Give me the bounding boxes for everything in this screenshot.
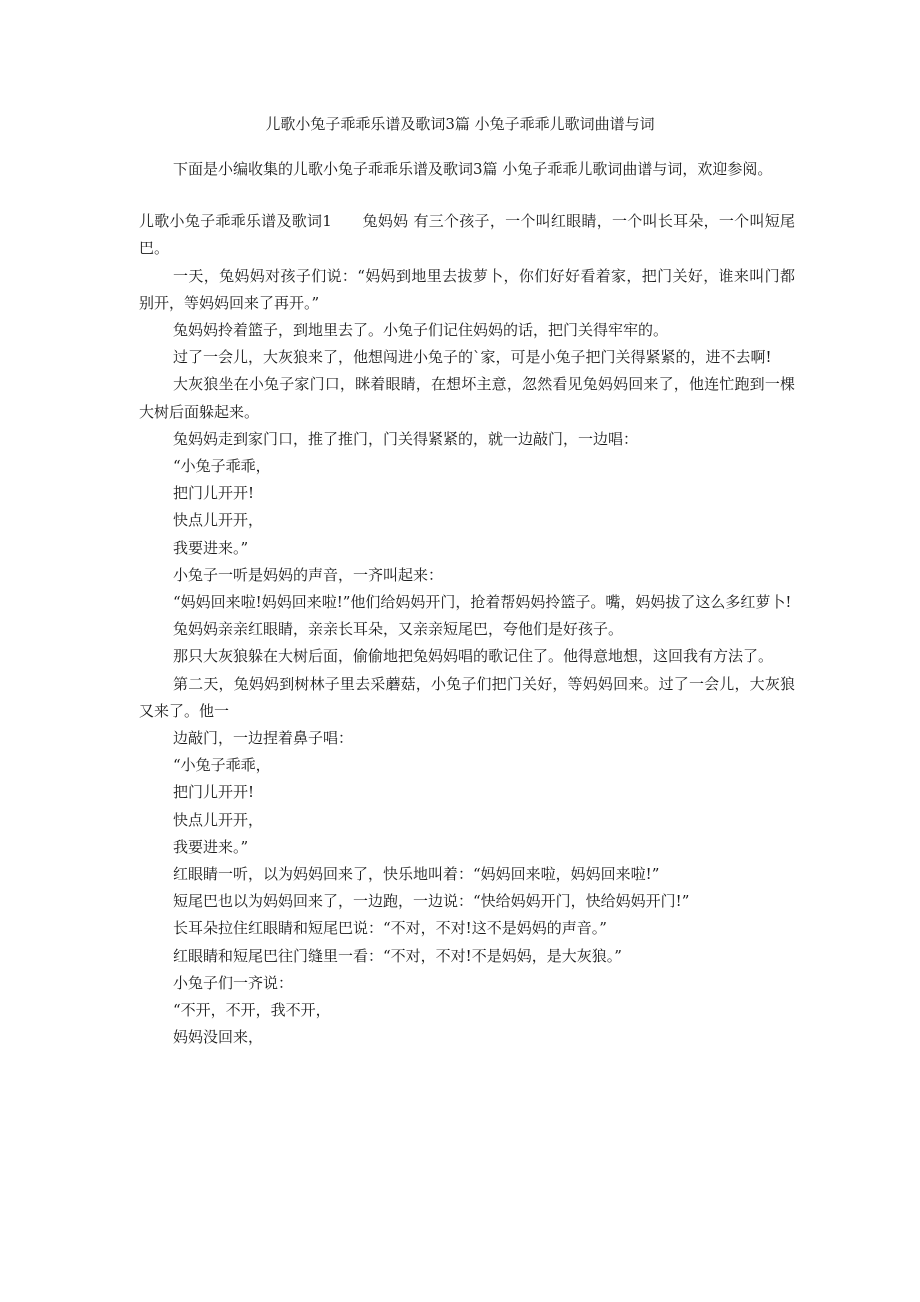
body-paragraph: 长耳朵拉住红眼睛和短尾巴说：“不对，不对!这不是妈妈的声音。” bbox=[173, 919, 607, 938]
body-paragraph: 小兔子一听是妈妈的声音，一齐叫起来： bbox=[173, 565, 444, 584]
body-paragraph: 第二天，兔妈妈到树林子里去采蘑菇，小兔子们把门关好，等妈妈回来。过了一会儿，大灰狼又来了。他一 bbox=[139, 674, 795, 720]
body-paragraph: 兔妈妈拎着篮子，到地里去了。小兔子们记住妈妈的话，把门关得牢牢的。 bbox=[173, 321, 669, 340]
song-line: 把门儿开开! bbox=[173, 484, 255, 503]
section-heading-paragraph: 儿歌小兔子乖乖乐谱及歌词1 兔妈妈 有三个孩子，一个叫红眼睛，一个叫长耳朵，一个叫短尾巴。 bbox=[139, 212, 795, 258]
body-paragraph: 兔妈妈亲亲红眼睛，亲亲长耳朵，又亲亲短尾巴，夸他们是好孩子。 bbox=[173, 620, 624, 639]
body-paragraph: 短尾巴也以为妈妈回来了，一边跑，一边说：“快给妈妈开门，快给妈妈开门!” bbox=[173, 892, 690, 911]
body-paragraph: 红眼睛和短尾巴往门缝里一看：“不对，不对!不是妈妈，是大灰狼。” bbox=[173, 946, 622, 965]
body-paragraph: 那只大灰狼躲在大树后面，偷偷地把兔妈妈唱的歌记住了。他得意地想，这回我有方法了。 bbox=[173, 647, 774, 666]
intro-paragraph: 下面是小编收集的儿歌小兔子乖乖乐谱及歌词3篇 小兔子乖乖儿歌词曲谱与词，欢迎参阅。 bbox=[173, 160, 773, 178]
song-line: 妈妈没回来， bbox=[173, 1028, 264, 1047]
song-line: “不开，不开，我不开， bbox=[173, 1001, 331, 1020]
body-paragraph: 过了一会儿，大灰狼来了，他想闯进小兔子的`家，可是小兔子把门关得紧紧的，进不去啊! bbox=[173, 348, 772, 367]
body-paragraph: 一天，兔妈妈对孩子们说：“妈妈到地里去拔萝卜，你们好好看着家，把门关好，谁来叫门都别开，等妈妈回来了再开。” bbox=[139, 266, 795, 312]
song-line: 把门儿开开! bbox=[173, 783, 255, 802]
song-line: 我要进来。” bbox=[173, 837, 249, 856]
song-line: 我要进来。” bbox=[173, 538, 249, 557]
body-paragraph: 边敲门，一边捏着鼻子唱： bbox=[173, 729, 354, 748]
body-paragraph: “妈妈回来啦!妈妈回来啦!”他们给妈妈开门，抢着帮妈妈拎篮子。嘴，妈妈拔了这么多红萝卜! bbox=[173, 593, 792, 612]
document-title: 儿歌小兔子乖乖乐谱及歌词3篇 小兔子乖乖儿歌词曲谱与词 bbox=[265, 115, 655, 133]
body-paragraph: 红眼睛一听，以为妈妈回来了，快乐地叫着：“妈妈回来啦，妈妈回来啦!” bbox=[173, 865, 660, 884]
body-paragraph: 小兔子们一齐说： bbox=[173, 973, 294, 992]
body-paragraph: 大灰狼坐在小兔子家门口，眯着眼睛，在想坏主意，忽然看见兔妈妈回来了，他连忙跑到一棵大树后面躲起来。 bbox=[139, 375, 795, 421]
song-line: 快点儿开开， bbox=[173, 511, 264, 530]
body-paragraph: 兔妈妈走到家门口，推了推门，门关得紧紧的，就一边敲门，一边唱： bbox=[173, 429, 639, 448]
song-line: “小兔子乖乖， bbox=[173, 457, 271, 476]
document-body bbox=[139, 156, 795, 1052]
song-line: “小兔子乖乖， bbox=[173, 756, 271, 775]
song-line: 快点儿开开， bbox=[173, 810, 264, 829]
